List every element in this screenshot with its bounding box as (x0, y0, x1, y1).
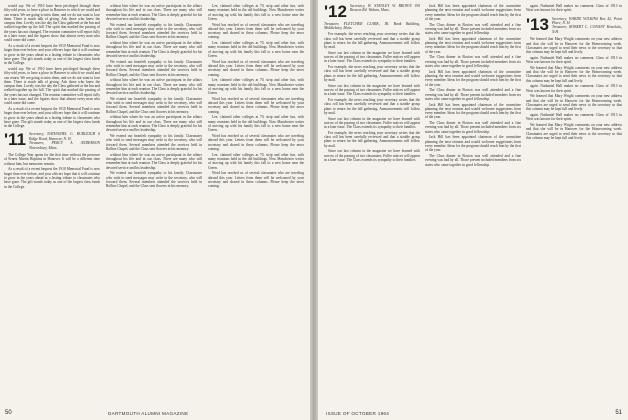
left-column-1 (4, 4, 100, 399)
class-heading-11 (4, 132, 100, 150)
class-officers (29, 132, 100, 150)
right-column-1 (324, 4, 420, 399)
page-footer: DARTMOUTH ALUMNI MAGAZINE (108, 411, 189, 416)
right-column-2 (425, 4, 521, 399)
class-officers (350, 4, 420, 13)
body-paragraph: would say. We of 1910 have been privileged through these fifty-odd years, to have a place in Hanover to which we could and can return. We are going to miss them, and we do not want to lose them. There is much talk of giving. Ask those who knew the campus then. Lovely was the day the Class gathered at the Inn and walked together up the hill. The spirit that marked the passing of the years has not changed. The reunion committee will report fully in a later issue, and the figures show that almost every man who could come did come. (4, 66, 100, 106)
class-treasurer: Treasurer, ROBERT L. CONANT Honolulu, N.H. (551, 25, 622, 34)
body-paragraph: For example, the news reaching your secretary writes that the class roll has been carefully reviewed and that a sizable group plans to return for the fall gathering. Announcements will follow by mail. (324, 32, 420, 50)
body-paragraph: We extend our heartfelt sympathy to his family. Classmates who wish to send messages may write to the secretary, who will forward them. Several members attended the services held in Rollins Chapel, and the Class sent flowers in his memory. (106, 59, 202, 77)
body-paragraph: We learned that Mary Wright comments on your new address and that she will be in Hanover for the Homecoming week. Classmates are urged to send their news to the secretary so that this column may be kept full and lively. (526, 37, 622, 55)
class-heading-13 (526, 14, 622, 35)
class-heading-12 (324, 4, 420, 19)
body-paragraph: Since our last column in the magazine we have learned with sorrow of the passing of two classmates. Fuller notices will appear in a later issue. The Class extends its sympathy to their families. (324, 50, 420, 64)
body-paragraph: As a result of a recent bequest the 1910 Memorial Fund is now larger than ever before, and your officers hope that it will continue to grow in the years ahead as a lasting tribute to classmates who have gone. The gift stands today as one of the largest class funds in the College. (4, 107, 100, 129)
body-paragraph: Word has reached us of several classmates who are traveling abroad this year. Letters from them will be welcomed by your secretary and shared in these columns. Please keep the news coming. (208, 22, 304, 40)
body-paragraph: Lee, claimed other colleges at 70, strip and other fun, with many reunions held in the old buildings. Now Manchester writes of moving up with his family this fall to a new home near the Green. (208, 41, 304, 59)
body-paragraph: Jack Hill has been appointed chairman of the committee planning the next reunion and would welcome suggestions from every member. Ideas for the program should reach him by the first of the year. (425, 36, 521, 54)
body-paragraph: Lee, claimed other colleges at 70, strip and other fun, with many reunions held in the old buildings. Now Manchester writes of moving up with his family this fall to a new home near the Green. (208, 115, 304, 133)
body-paragraph: As a result of a recent bequest the 1910 Memorial Fund is now larger than ever before, and your officers hope that it will continue to grow in the years ahead as a lasting tribute to classmates who have gone. The gift stands today as one of the largest class funds in the College. (4, 44, 100, 66)
body-paragraph: again. Nathaniel Hall makes no comment. Class of 1913 in West was known for their spirit. (526, 55, 622, 65)
body-paragraph: without him where he was an active participant in the affairs throughout his life and in our class. There are many who still remember him at each reunion. The Class is deeply grateful for his devoted service and his leadership. (106, 78, 202, 96)
right-page (318, 0, 628, 420)
left-column-2 (106, 4, 202, 399)
body-paragraph: We extend our heartfelt sympathy to his family. Classmates who wish to send messages may write to the secretary, who will forward them. Several members attended the services held in Rollins Chapel, and the Class sent flowers in his memory. (106, 134, 202, 151)
class-number: '11 (4, 130, 27, 150)
right-column-3 (526, 4, 622, 399)
page-number: 50 (5, 410, 12, 416)
body-paragraph: again. Nathaniel Hall makes no comment. Class of 1913 in West was known for their spirit. (526, 4, 622, 13)
class-secretary: Secretary, NATHANIEL G. BURLEIGH 6 Ridge Road, Hanover, N. H. (29, 132, 100, 141)
body-paragraph: We extend our heartfelt sympathy to his family. Classmates who wish to send messages may write to the secretary, who will forward them. Several members attended the services held in Rollins Chapel, and the Class sent flowers in his memory. (106, 171, 202, 189)
body-paragraph: without him where he was an active participant in the affairs throughout his life and in our class. There are many who still remember him at each reunion. The Class is deeply grateful for his devoted service and his leadership. (106, 115, 202, 133)
page-number: 51 (615, 410, 622, 416)
body-paragraph: Since our last column in the magazine we have learned with sorrow of the passing of two classmates. Fuller notices will appear in a later issue. The Class extends its sympathy to their families. (324, 83, 420, 97)
class-secretary: Secretary, W. STANLEY W. BROWN 190 Beacon Rd. Waban, Mass. (349, 4, 420, 13)
class-number: '13 (526, 14, 549, 34)
body-paragraph: We extend our heartfelt sympathy to his family. Classmates who wish to send messages may write to the secretary, who will forward them. Several members attended the services held in Rollins Chapel, and the Class sent flowers in his memory. (106, 96, 202, 114)
body-paragraph: We learned that Mary Wright comments on your new address and that she will be in Hanover for the Homecoming week. Classmates are urged to send their news to the secretary so that this column may be kept full and lively. (526, 122, 622, 140)
body-paragraph: For example, the news reaching your secretary writes that the class roll has been carefully reviewed and that a sizable group plans to return for the fall gathering. Announcements will follow by mail. (324, 97, 420, 115)
body-paragraph: We learned that Mary Wright comments on your new address and that she will be in Hanover for the Homecoming week. Classmates are urged to send their news to the secretary so that this column may be kept full and lively. (526, 94, 622, 112)
class-treasurer: Treasurer, PERCY A. ANDERSON Shrewsbury, Mass. (29, 141, 100, 150)
body-paragraph: without him where he was an active participant in the affairs throughout his life and in our class. There are many who still remember him at each reunion. The Class is deeply grateful for his devoted service and his leadership. (106, 41, 202, 59)
body-paragraph: again. Nathaniel Hall makes no comment. Class of 1913 in West was known for their spirit. (526, 112, 622, 122)
body-paragraph: As a result of a recent bequest the 1910 Memorial Fund is now larger than ever before, and your officers hope that it will continue to grow in the years ahead as a lasting tribute to classmates who have gone. The gift stands today as one of the largest class funds in the College. (4, 167, 100, 189)
body-paragraph: Word has reached us of several classmates who are traveling abroad this year. Letters from them will be welcomed by your secretary and shared in these columns. Please keep the news coming. (208, 134, 304, 151)
class-treasurer: Treasurer, FLETCHER CLARK, JR. Bank Building, Middlebury, Mass. (324, 22, 420, 31)
body-paragraph: Lee, claimed other colleges at 70, strip and other fun, with many reunions held in the old buildings. Now Manchester writes of moving up with his family this fall to a new home near the Green. (208, 152, 304, 170)
body-paragraph: The Class dinner in Boston was well attended and a fine evening was had by all. Those present included members from six states who came together in good fellowship. (425, 55, 521, 69)
body-paragraph: The Class dinner in Boston was well attended and a fine evening was had by all. Those present included members from six states who came together in good fellowship. (425, 88, 521, 101)
body-paragraph: without him where he was an active participant in the affairs throughout his life and in our class. There are many who still remember him at each reunion. The Class is deeply grateful for his devoted service and his leadership. (106, 4, 202, 21)
body-paragraph: Since our last column in the magazine we have learned with sorrow of the passing of two classmates. Fuller notices will appear in a later issue. The Class extends its sympathy to their families. (324, 149, 420, 162)
body-paragraph: We extend our heartfelt sympathy to his family. Classmates who wish to send messages may write to the secretary, who will forward them. Several members attended the services held in Rollins Chapel, and the Class sent flowers in his memory. (106, 22, 202, 40)
body-paragraph: For example, the news reaching your secretary writes that the class roll has been carefully reviewed and that a sizable group plans to return for the fall gathering. Announcements will follow by mail. (324, 65, 420, 82)
page-gutter (310, 0, 318, 420)
left-column-3 (208, 4, 304, 399)
body-paragraph: The Class dinner in Boston was well attended and a fine evening was had by all. Those present included members from six states who came together in good fellowship. (425, 22, 521, 36)
body-paragraph: would say. We of 1910 have been privileged through these fifty-odd years, to have a place in Hanover to which we could and can return. We are going to miss them, and we do not want to lose them. There is much talk of giving. Ask those who knew the campus then. Lovely was the day the Class gathered at the Inn and walked together up the hill. The spirit that marked the passing of the years has not changed. The reunion committee will report fully in a later issue, and the figures show that almost every man who could come did come. (4, 4, 100, 43)
class-number: '12 (324, 4, 347, 21)
body-paragraph: Lee, claimed other colleges at 70, strip and other fun, with many reunions held in the old buildings. Now Manchester writes of moving up with his family this fall to a new home near the Green. (208, 78, 304, 96)
page-footer: ISSUE OF OCTOBER 1964 (326, 411, 390, 416)
body-paragraph: For example, the news reaching your secretary writes that the class roll has been carefully reviewed and that a sizable group plans to return for the fall gathering. Announcements will follow by mail. (324, 130, 420, 148)
body-paragraph: Jack Hill has been appointed chairman of the committee planning the next reunion and would welcome suggestions from every member. Ideas for the program should reach him by the first of the year. (425, 69, 521, 87)
body-paragraph: Word has reached us of several classmates who are traveling abroad this year. Letters from them will be welcomed by your secretary and shared in these columns. Please keep the news coming. (208, 171, 304, 189)
left-page (0, 0, 310, 420)
body-paragraph: Lee, claimed other colleges at 70, strip and other fun, with many reunions held in the old buildings. Now Manchester writes of moving up with his family this fall to a new home near the Green. (208, 4, 304, 21)
body-paragraph: Jack Hill has been appointed chairman of the committee planning the next reunion and would welcome suggestions from every member. Ideas for the program should reach him by the first of the year. (425, 102, 521, 120)
body-paragraph: Since our last column in the magazine we have learned with sorrow of the passing of two classmates. Fuller notices will appear in a later issue. The Class extends its sympathy to their families. (324, 116, 420, 130)
body-paragraph: Jack Hill has been appointed chairman of the committee planning the next reunion and would welcome suggestions from every member. Ideas for the program should reach him by the first of the year. (425, 135, 521, 153)
body-paragraph: Word has reached us of several classmates who are traveling abroad this year. Letters from them will be welcomed by your secretary and shared in these columns. Please keep the news coming. (208, 96, 304, 114)
body-paragraph: The Class dinner in Boston was well attended and a fine evening was had by all. Those present included members from six states who came together in good fellowship. (425, 121, 521, 134)
body-paragraph: The College Year opens for the first time without the presence of Ernest Martin Hopkins in Hanover. It will be a different time without him, but memories remain. (4, 153, 100, 166)
class-officers (552, 17, 622, 35)
body-paragraph: The Class dinner in Boston was well attended and a fine evening was had by all. Those present included members from six states who came together in good fellowship. (425, 154, 521, 167)
class-secretary: Secretary, WARDE WILKINS Box 42, Point Place, N. H. (551, 16, 622, 25)
body-paragraph: without him where he was an active participant in the affairs throughout his life and in our class. There are many who still remember him at each reunion. The Class is deeply grateful for his devoted service and his leadership. (106, 152, 202, 170)
body-paragraph: Jack Hill has been appointed chairman of the committee planning the next reunion and would welcome suggestions from every member. Ideas for the program should reach him by the first of the year. (425, 4, 521, 21)
body-paragraph: Word has reached us of several classmates who are traveling abroad this year. Letters from them will be welcomed by your secretary and shared in these columns. Please keep the news coming. (208, 59, 304, 77)
body-paragraph: again. Nathaniel Hall makes no comment. Class of 1913 in West was known for their spirit. (526, 84, 622, 93)
body-paragraph: We learned that Mary Wright comments on your new address and that she will be in Hanover for the Homecoming week. Classmates are urged to send their news to the secretary so that this column may be kept full and lively. (526, 65, 622, 83)
